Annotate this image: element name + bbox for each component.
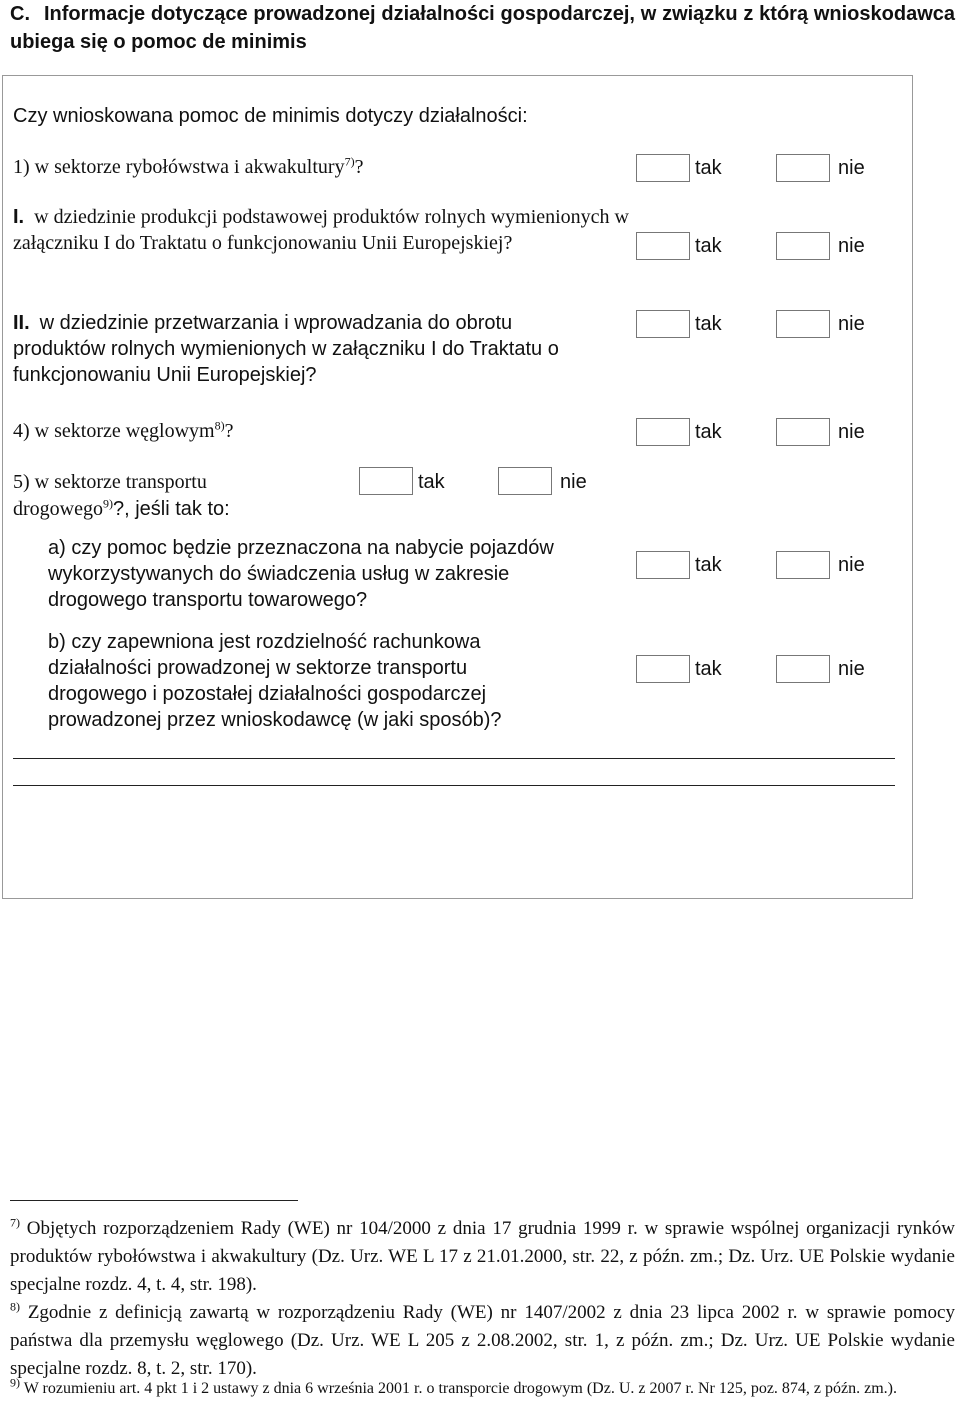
section-label: C. (10, 3, 30, 25)
footnote-9: $^{9)}$ W rozumieniu art. 4 pkt 1 i 2 ustawy z dnia 6 września 2001 r. o transporcie drogowym (Dz. U. z 2007 r. Nr 125, poz. 874, z późn. zm.). (10, 1375, 897, 1397)
q5-no-label: nie (560, 471, 587, 493)
q4-yes-label: tak (695, 421, 722, 443)
q1-yes-checkbox[interactable] (636, 154, 690, 182)
q5-line1: 5) w sektorze transportu (13, 471, 207, 493)
q5a-no-label: nie (838, 554, 865, 576)
answer-line-1[interactable] (13, 758, 895, 759)
footnote-8: $^{8)}$ Zgodnie z definicją zawartą w rozporządzeniu Rady (WE) nr 1407/2002 z dnia 23 lipca 2002 r. w sprawie pomocy państwa dla przemysłu węglowego (Dz. Urz. WE L 205 z 2.08.2002, str. 1, z późn. zm.; Dz. Urz. UE Polskie wydanie specjalne rozdz. 8, t. 2, str. 170). (10, 1299, 955, 1379)
q5a-text: a) czy pomoc będzie przeznaczona na nabycie pojazdów wykorzystywanych do świadczenia usług w zakresie drogowego transportu towarowego? (48, 537, 554, 611)
q1-yes-label: tak (695, 157, 722, 179)
q5-no-checkbox[interactable] (498, 467, 552, 495)
qII-yes-checkbox[interactable] (636, 310, 690, 338)
q5a-yes-checkbox[interactable] (636, 551, 690, 579)
qI-text: I. w dziedzinie produkcji podstawowej produktów rolnych wymienionych w załączniku I do Traktatu o funkcjonowaniu Unii Europejskiej? (13, 206, 629, 254)
qI-no-label: nie (838, 235, 865, 257)
q4-no-label: nie (838, 421, 865, 443)
footnote-7: $^{7)}$ Objętych rozporządzeniem Rady (WE) nr 104/2000 z dnia 17 grudnia 1999 r. w sprawie wspólnej organizacji rynków produktów rybołówstwa i akwakultury (Dz. Urz. WE L 17 z 21.01.2000, str. 22, z późn. zm.; Dz. Urz. UE Polskie wydanie specjalne rozdz. 4, t. 4, str. 198). (10, 1215, 956, 1295)
q5a-yes-label: tak (695, 554, 722, 576)
q4-yes-checkbox[interactable] (636, 418, 690, 446)
q5-yes-label: tak (418, 471, 445, 493)
q1-no-checkbox[interactable] (776, 154, 830, 182)
q5b-yes-label: tak (695, 658, 722, 680)
q5b-text: b) czy zapewniona jest rozdzielność rachunkowa działalności prowadzonej w sektorze transportu drogowego i pozostałej działalności gospodarczej prowadzonej przez wnioskodawcę (w jaki sposób)? (48, 631, 502, 731)
qII-no-label: nie (838, 313, 865, 335)
qII-yes-label: tak (695, 313, 722, 335)
qII-no-checkbox[interactable] (776, 310, 830, 338)
q5-line2: drogowego$^{9)}$?, jeśli tak to: (13, 496, 230, 520)
q5b-no-label: nie (838, 658, 865, 680)
q5a-no-checkbox[interactable] (776, 551, 830, 579)
answer-line-2[interactable] (13, 785, 895, 786)
qI-no-checkbox[interactable] (776, 232, 830, 260)
footnote-separator (10, 1200, 298, 1201)
q1-no-label: nie (838, 157, 865, 179)
q5b-yes-checkbox[interactable] (636, 655, 690, 683)
q4-text: 4) w sektorze węglowym$^{8)}$? (13, 418, 234, 442)
q1-text: 1) w sektorze rybołówstwa i akwakultury$^{7)}$? (13, 154, 364, 178)
section-title (10, 0, 955, 56)
qII-text: II. w dziedzinie przetwarzania i wprowadzania do obrotu produktów rolnych wymienionych w załączniku I do Traktatu o funkcjonowaniu Unii Europejskiej? (13, 312, 559, 386)
qI-yes-checkbox[interactable] (636, 232, 690, 260)
q4-no-checkbox[interactable] (776, 418, 830, 446)
q5b-no-checkbox[interactable] (776, 655, 830, 683)
qI-yes-label: tak (695, 235, 722, 257)
q5-yes-checkbox[interactable] (359, 467, 413, 495)
main-question: Czy wnioskowana pomoc de minimis dotyczy działalności: (13, 105, 528, 127)
section-title-text: Informacje dotyczące prowadzonej działalności gospodarczej, w związku z którą wnioskodawca ubiega się o pomoc de minimis (10, 3, 955, 53)
